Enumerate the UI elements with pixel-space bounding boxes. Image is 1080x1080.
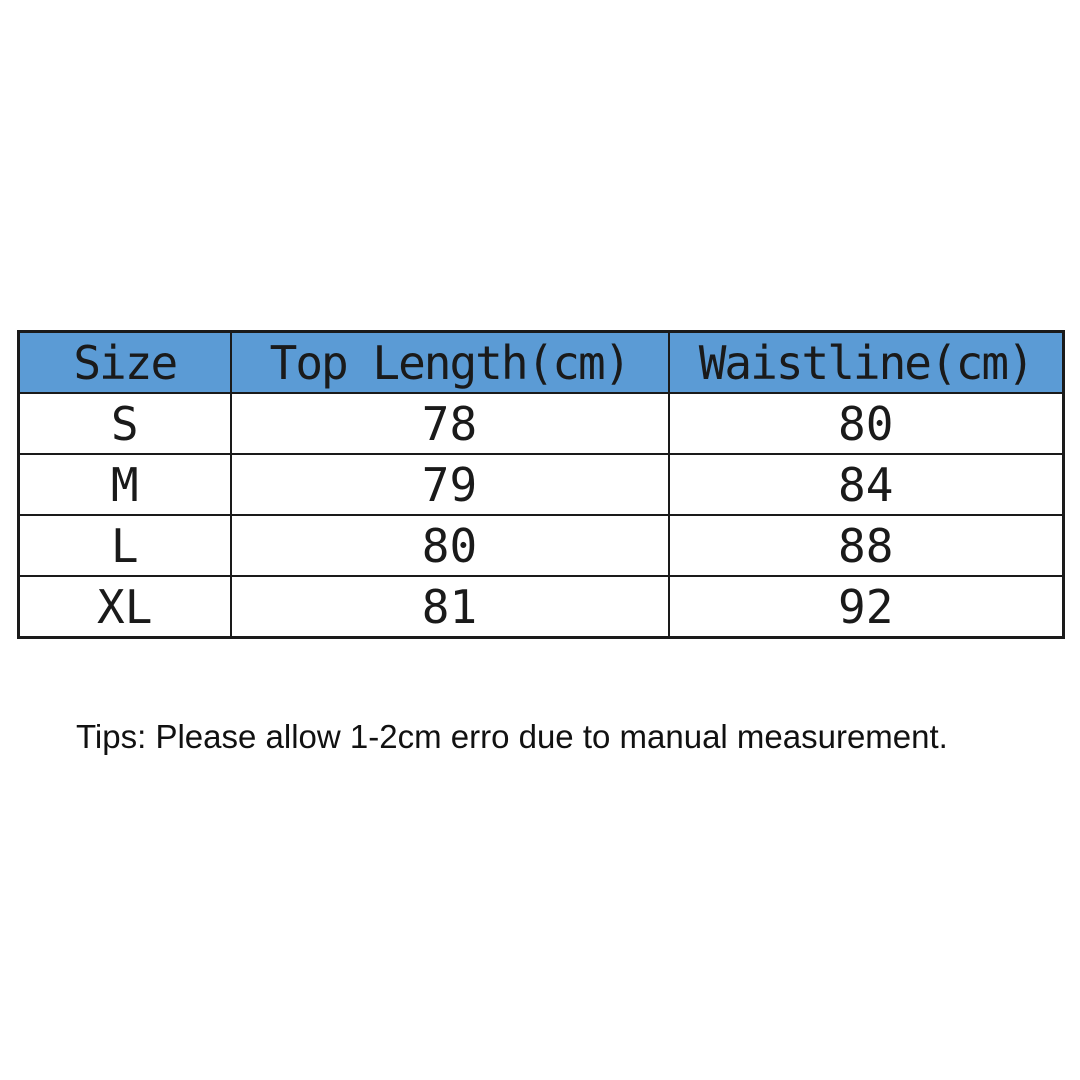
cell-size: XL — [19, 576, 231, 638]
cell-waistline: 84 — [669, 454, 1064, 515]
measurement-tips: Tips: Please allow 1-2cm erro due to manual measurement. — [76, 718, 948, 755]
header-waistline: Waistline(cm) — [669, 332, 1064, 394]
size-chart-body — [19, 393, 1064, 638]
cell-size: L — [19, 515, 231, 576]
cell-waistline: 88 — [669, 515, 1064, 576]
cell-top-length: 80 — [231, 515, 669, 576]
header-top-length: Top Length(cm) — [231, 332, 669, 394]
size-chart-table — [17, 330, 1065, 639]
header-row — [19, 332, 1064, 394]
table-row — [19, 576, 1064, 638]
cell-size: M — [19, 454, 231, 515]
cell-top-length: 79 — [231, 454, 669, 515]
table-row — [19, 393, 1064, 454]
cell-size: S — [19, 393, 231, 454]
table-row — [19, 515, 1064, 576]
cell-top-length: 81 — [231, 576, 669, 638]
cell-waistline: 92 — [669, 576, 1064, 638]
size-chart-header — [19, 332, 1064, 394]
cell-waistline: 80 — [669, 393, 1064, 454]
cell-top-length: 78 — [231, 393, 669, 454]
table-row — [19, 454, 1064, 515]
header-size: Size — [19, 332, 231, 394]
